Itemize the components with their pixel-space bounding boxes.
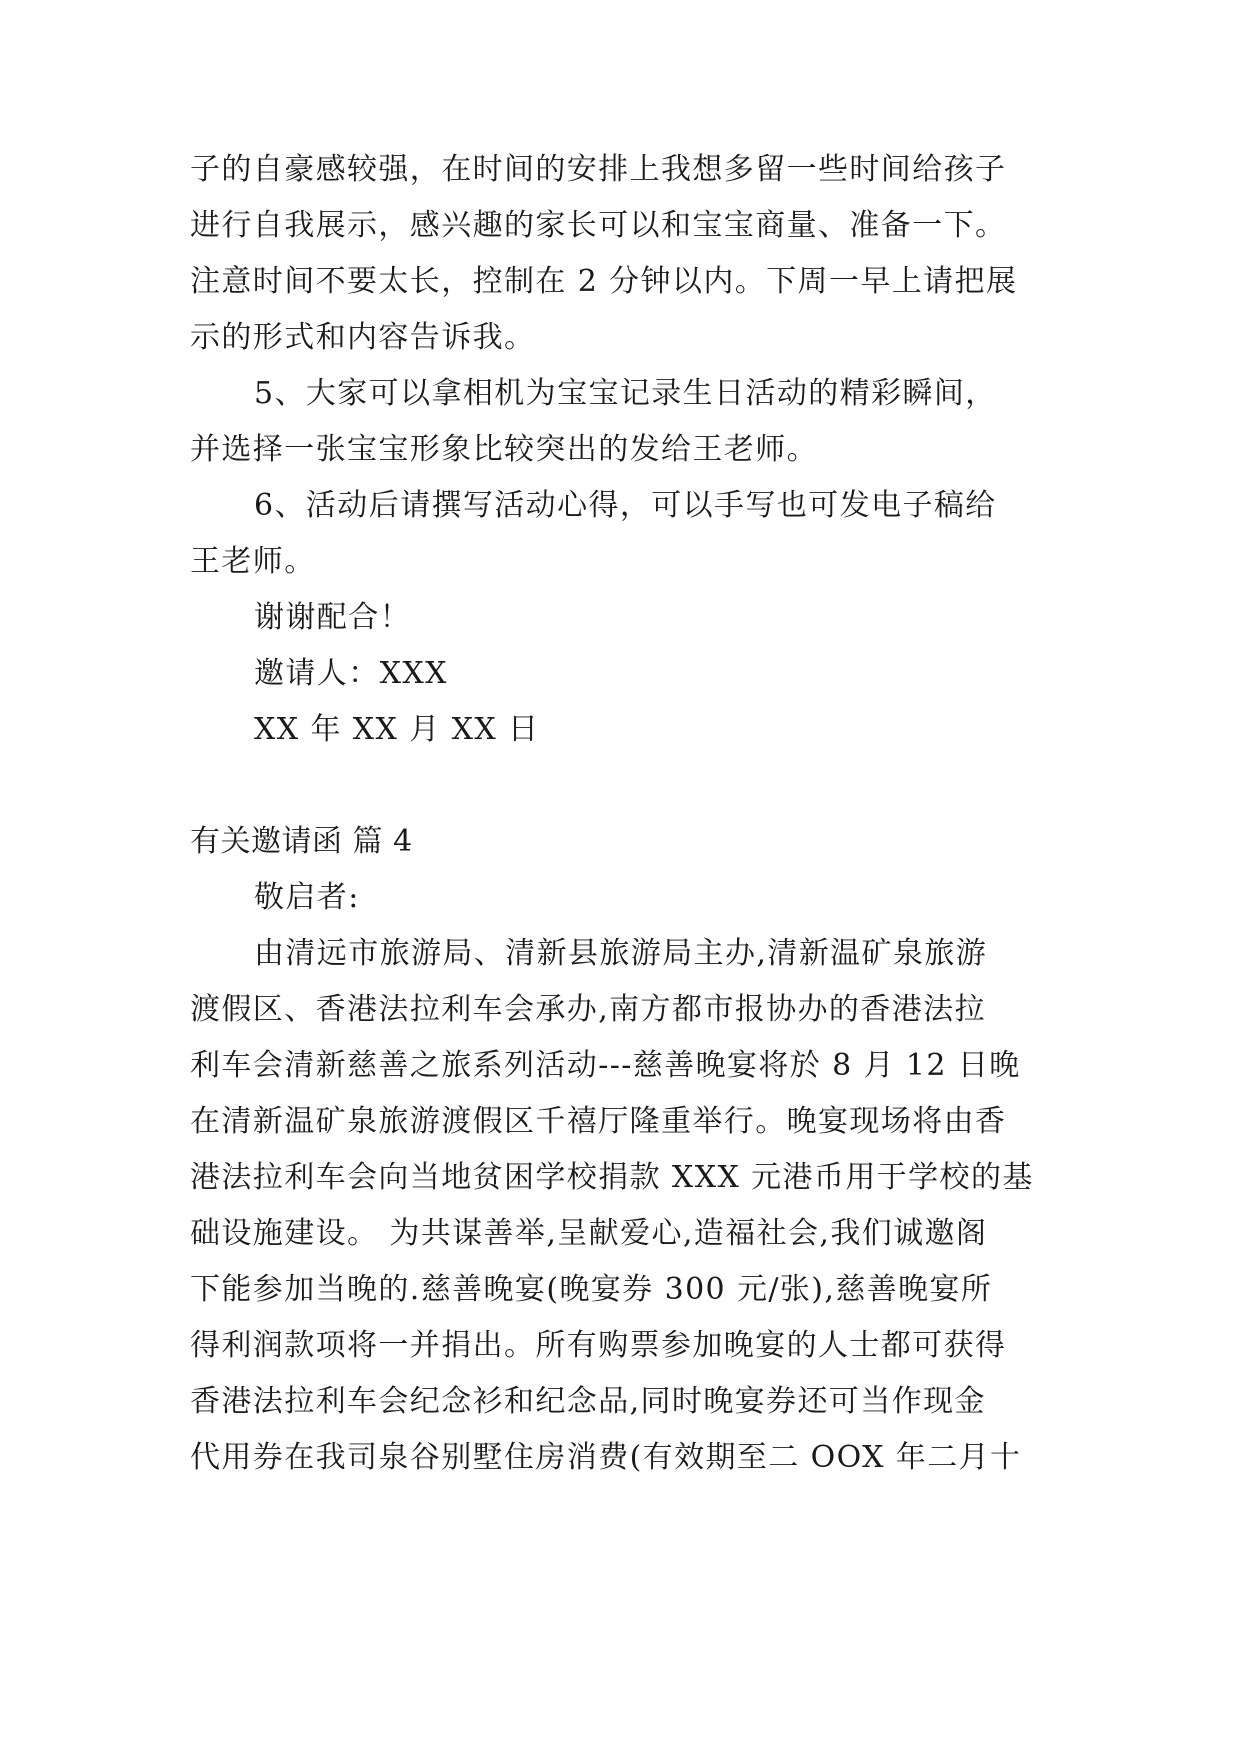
paragraph-line: 6、活动后请撰写活动心得，可以手写也可发电子稿给 [254,488,997,523]
paragraph-line: 香港法拉利车会纪念衫和纪念品,同时晚宴券还可当作现金 [190,1384,986,1419]
inviter-line: 邀请人：XXX [254,656,448,691]
paragraph-line: 港法拉利车会向当地贫困学校捐款 XXX 元港币用于学校的基 [190,1160,1034,1195]
closing-thanks: 谢谢配合！ [254,600,411,635]
paragraph-line: 进行自我展示，感兴趣的家长可以和宝宝商量、准备一下。 [190,208,1007,243]
salutation: 敬启者: [254,880,360,915]
section-title: 有关邀请函 篇 4 [190,824,413,859]
paragraph-line: 代用券在我司泉谷别墅住房消费(有效期至二 OOX 年二月十 [190,1440,1022,1475]
paragraph-line: 础设施建设。 为共谋善举,呈献爱心,造福社会,我们诚邀阁 [190,1216,988,1251]
date-line: XX 年 XX 月 XX 日 [254,712,540,747]
paragraph-line: 王老师。 [190,544,316,579]
paragraph-line: 渡假区、香港法拉利车会承办,南方都市报协办的香港法拉 [190,992,986,1027]
paragraph-line: 下能参加当晚的.慈善晚宴(晚宴券 300 元/张),慈善晚宴所 [190,1272,993,1307]
paragraph-line: 在清新温矿泉旅游渡假区千禧厅隆重举行。晚宴现场将由香 [190,1104,1007,1139]
paragraph-line: 得利润款项将一并捐出。所有购票参加晚宴的人士都可获得 [190,1328,1007,1363]
paragraph-line: 注意时间不要太长，控制在 2 分钟以内。下周一早上请把展 [190,264,1018,299]
paragraph-line: 由清远市旅游局、清新县旅游局主办,清新温矿泉旅游 [254,936,988,971]
paragraph-line: 子的自豪感较强，在时间的安排上我想多留一些时间给孩子 [190,152,1007,187]
paragraph-line: 5、大家可以拿相机为宝宝记录生日活动的精彩瞬间， [254,376,997,411]
paragraph-line: 利车会清新慈善之旅系列活动---慈善晚宴将於 8 月 12 日晚 [190,1048,1021,1083]
paragraph-line: 示的形式和内容告诉我。 [190,320,536,355]
paragraph-line: 并选择一张宝宝形象比较突出的发给王老师。 [190,432,818,467]
